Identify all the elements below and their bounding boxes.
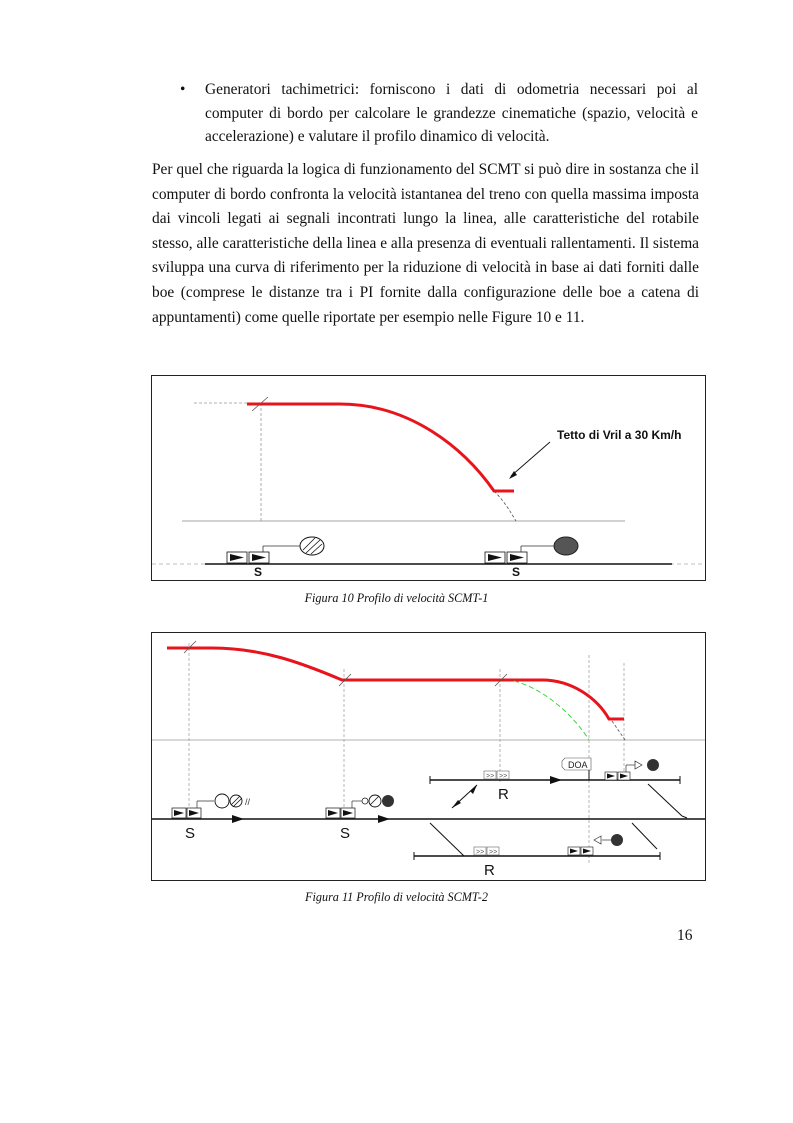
braking-extension — [494, 491, 516, 521]
figure-11-route-label-lower: R — [484, 862, 495, 879]
balise-group-1 — [172, 794, 251, 818]
figure-11 — [151, 632, 706, 881]
speed-profile-curve — [247, 404, 514, 491]
figure-11-signal-label-1: S — [185, 825, 196, 842]
figure-11-route-label-upper: R — [498, 786, 509, 803]
body-paragraph: Per quel che riguarda la logica di funzionamento del SCMT si può dire in sostanza che il computer di bordo confronta la velocità istantanea del treno con quella massima imposta dai vincoli legati ai segnali incontrati lungo la linea, alle caratteristiche del rotabile stesso, alle caratteristiche della linea e alla presenza di eventuali rallentamenti. Il sistema sviluppa una curva di riferimento per la riduzione di velocità in base ai dati forniti dalle boe (comprese le distanze tra i PI fornite dalla configurazione delle boe a catena di appuntamenti) come quelle riportate per esempio nelle Figure 10 e 11. — [152, 161, 699, 326]
svg-text:>>: >> — [489, 849, 498, 856]
doa-label: DOA — [568, 760, 588, 770]
figure-10-signal-label-2: S — [512, 565, 521, 579]
balise-group-2 — [485, 537, 578, 563]
figure-10-annotation: Tetto di Vril a 30 Km/h — [557, 428, 682, 442]
figure-10-diagram — [152, 376, 705, 580]
figure-11-signal-label-2: S — [340, 825, 351, 842]
figure-10 — [151, 375, 706, 581]
bullet-marker: • — [180, 81, 186, 98]
balise-group-2 — [326, 795, 394, 818]
signal-icon — [300, 537, 324, 555]
speed-profile-curve — [167, 648, 624, 719]
page-number: 16 — [677, 927, 693, 944]
figure-11-caption: Figura 11 Profilo di velocità SCMT-2 — [305, 890, 488, 904]
balise-group-1 — [227, 537, 324, 563]
svg-text:>>: >> — [499, 773, 508, 780]
bullet-text: Generatori tachimetrici: forniscono i dati di odometria necessari poi al computer di bordo per calcolare le grandezze cinematiche (spazio, velocità e accelerazione) e valutare il profilo dinamico di velocità. — [205, 81, 698, 146]
figure-10-signal-label-1: S — [254, 565, 263, 579]
svg-text://: // — [245, 797, 251, 807]
figure-10-caption: Figura 10 Profilo di velocità SCMT-1 — [304, 591, 489, 605]
svg-text:>>: >> — [476, 849, 485, 856]
signal-icon-dark — [554, 537, 578, 555]
figure-11-diagram — [152, 633, 705, 880]
annotation-arrow — [511, 442, 550, 476]
svg-text:>>: >> — [486, 773, 495, 780]
bullet-item — [181, 78, 698, 149]
